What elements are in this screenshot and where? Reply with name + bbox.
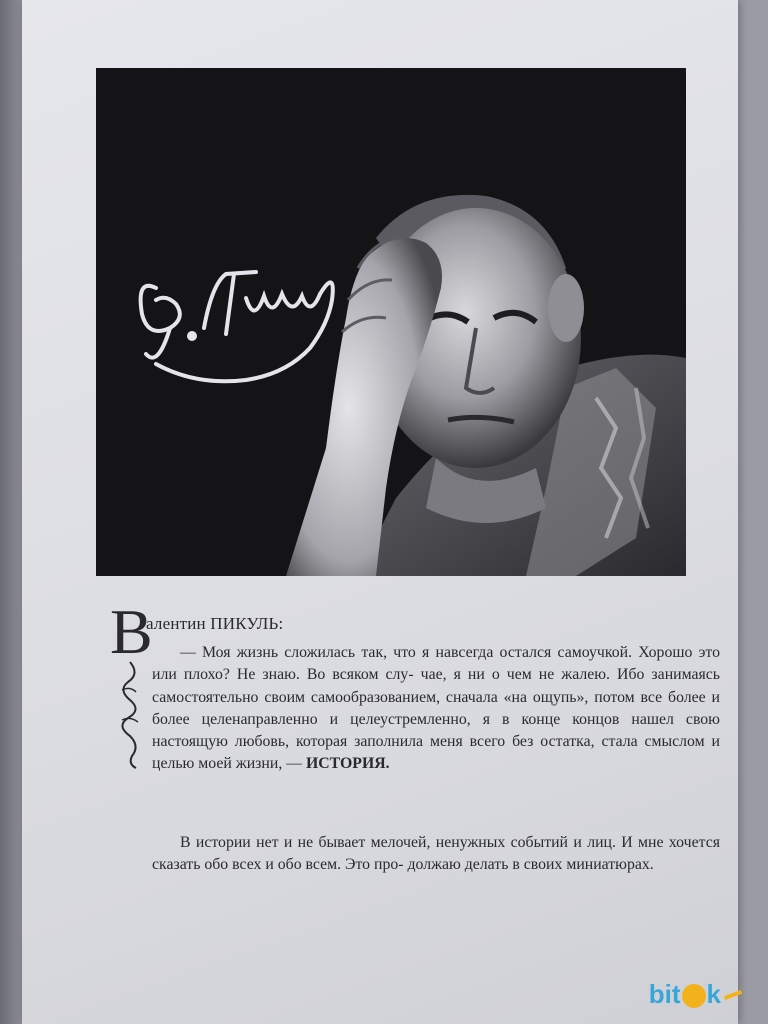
drop-cap: В bbox=[110, 596, 153, 667]
p1-line: — Моя жизнь сложилась так, что я навсегда остался bbox=[180, 644, 552, 661]
ornament-flourish bbox=[116, 660, 146, 770]
p1-line: самоучкой. Хорошо это или плохо? Не знаю. Во всяком слу- bbox=[152, 644, 721, 684]
p2-line: должаю делать в своих миниатюрах. bbox=[407, 856, 654, 874]
p1-line: своим самообразованием, сначала «на ощупь», потом все bbox=[264, 688, 663, 706]
paragraph-1 bbox=[152, 642, 720, 776]
watermark-part1: bit bbox=[648, 979, 681, 1009]
watermark-o-icon bbox=[682, 984, 706, 1008]
p2-line: и лиц. И мне хочется сказать обо всех и обо всем. Это про- bbox=[152, 834, 720, 874]
paragraph-2 bbox=[152, 832, 720, 877]
history-emphasis: ИСТОРИЯ. bbox=[305, 755, 390, 773]
p1-line: более и более целенаправленно и целеустремленно, я в конце bbox=[152, 688, 720, 728]
watermark-dash-icon bbox=[724, 990, 742, 1000]
watermark-part2: k bbox=[706, 979, 721, 1009]
p2-line: В истории нет и не бывает мелочей, ненужных событий bbox=[180, 834, 568, 851]
p1-line: чае, я ни о чем не жалею. Ибо занимаясь самостоятельно bbox=[152, 666, 720, 706]
author-portrait bbox=[96, 68, 686, 576]
book-page bbox=[22, 0, 738, 1024]
portrait-illustration bbox=[96, 68, 686, 576]
signature-text: В. Пикуль bbox=[106, 88, 111, 89]
author-name-heading: алентин ПИКУЛЬ: bbox=[146, 614, 284, 633]
p1-line: концов нашел свою настоящую любовь, которая заполнила bbox=[152, 710, 720, 751]
p1-line: меня всего без остатка, стала смыслом и целью моей bbox=[152, 733, 721, 773]
watermark-logo bbox=[649, 979, 742, 1010]
p1-line: жизни, — bbox=[235, 755, 303, 773]
